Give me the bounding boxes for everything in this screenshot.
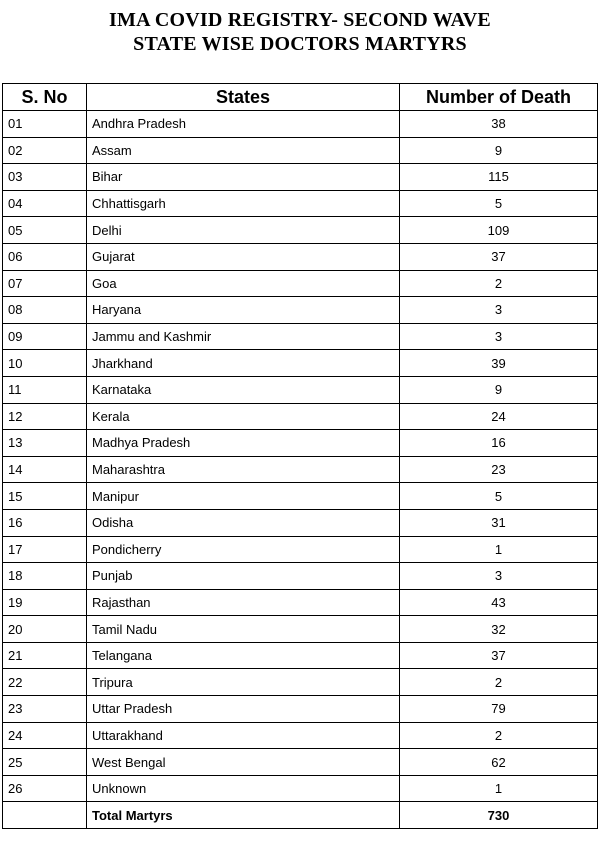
cell-state: Manipur <box>87 483 400 510</box>
table-body <box>3 111 598 829</box>
cell-sno: 03 <box>3 164 87 191</box>
cell-state: Jammu and Kashmir <box>87 323 400 350</box>
table-row <box>3 430 598 457</box>
cell-sno: 07 <box>3 270 87 297</box>
cell-sno: 17 <box>3 536 87 563</box>
cell-deaths: 3 <box>400 297 598 324</box>
cell-sno: 13 <box>3 430 87 457</box>
cell-state: West Bengal <box>87 749 400 776</box>
cell-state: Odisha <box>87 509 400 536</box>
table-row <box>3 563 598 590</box>
cell-state: Maharashtra <box>87 456 400 483</box>
cell-sno: 02 <box>3 137 87 164</box>
table-row <box>3 509 598 536</box>
cell-state: Punjab <box>87 563 400 590</box>
cell-state: Tripura <box>87 669 400 696</box>
table-row <box>3 696 598 723</box>
cell-deaths: 9 <box>400 376 598 403</box>
cell-deaths: 37 <box>400 243 598 270</box>
total-value: 730 <box>400 802 598 829</box>
table-row <box>3 190 598 217</box>
column-header-states: States <box>87 84 400 111</box>
cell-deaths: 2 <box>400 722 598 749</box>
table-row <box>3 217 598 244</box>
table-row <box>3 589 598 616</box>
table-row <box>3 483 598 510</box>
table-row <box>3 297 598 324</box>
cell-state: Uttarakhand <box>87 722 400 749</box>
cell-state: Tamil Nadu <box>87 616 400 643</box>
cell-deaths: 2 <box>400 270 598 297</box>
cell-sno: 23 <box>3 696 87 723</box>
cell-deaths: 9 <box>400 137 598 164</box>
table-row <box>3 536 598 563</box>
cell-state: Assam <box>87 137 400 164</box>
cell-sno: 05 <box>3 217 87 244</box>
table-row <box>3 350 598 377</box>
cell-sno: 11 <box>3 376 87 403</box>
cell-state: Jharkhand <box>87 350 400 377</box>
cell-state: Madhya Pradesh <box>87 430 400 457</box>
cell-deaths: 3 <box>400 563 598 590</box>
cell-deaths: 5 <box>400 190 598 217</box>
cell-sno: 06 <box>3 243 87 270</box>
table-row <box>3 642 598 669</box>
title-line-1: IMA COVID REGISTRY- SECOND WAVE <box>109 9 491 31</box>
cell-state: Haryana <box>87 297 400 324</box>
cell-deaths: 1 <box>400 536 598 563</box>
cell-sno: 25 <box>3 749 87 776</box>
cell-state: Unknown <box>87 775 400 802</box>
cell-deaths: 37 <box>400 642 598 669</box>
cell-sno: 21 <box>3 642 87 669</box>
cell-deaths: 31 <box>400 509 598 536</box>
cell-sno: 15 <box>3 483 87 510</box>
table-row <box>3 722 598 749</box>
cell-sno: 10 <box>3 350 87 377</box>
title-line-2: STATE WISE DOCTORS MARTYRS <box>133 33 467 55</box>
cell-state: Goa <box>87 270 400 297</box>
cell-state: Delhi <box>87 217 400 244</box>
state-wise-martyrs-table <box>2 83 598 829</box>
cell-sno: 04 <box>3 190 87 217</box>
table-row <box>3 243 598 270</box>
cell-deaths: 16 <box>400 430 598 457</box>
cell-sno: 22 <box>3 669 87 696</box>
cell-sno: 01 <box>3 111 87 138</box>
cell-deaths: 62 <box>400 749 598 776</box>
cell-state: Gujarat <box>87 243 400 270</box>
table-row <box>3 376 598 403</box>
table-row <box>3 749 598 776</box>
cell-state: Chhattisgarh <box>87 190 400 217</box>
table-row <box>3 616 598 643</box>
cell-deaths: 1 <box>400 775 598 802</box>
table-row <box>3 137 598 164</box>
cell-state: Kerala <box>87 403 400 430</box>
cell-state: Telangana <box>87 642 400 669</box>
cell-sno: 09 <box>3 323 87 350</box>
total-row <box>3 802 598 829</box>
cell-deaths: 24 <box>400 403 598 430</box>
cell-sno: 12 <box>3 403 87 430</box>
cell-deaths: 39 <box>400 350 598 377</box>
cell-deaths: 115 <box>400 164 598 191</box>
table-row <box>3 164 598 191</box>
cell-deaths: 43 <box>400 589 598 616</box>
cell-state: Pondicherry <box>87 536 400 563</box>
cell-sno: 16 <box>3 509 87 536</box>
table-row <box>3 456 598 483</box>
cell-sno: 19 <box>3 589 87 616</box>
table-row <box>3 323 598 350</box>
cell-deaths: 109 <box>400 217 598 244</box>
cell-deaths: 3 <box>400 323 598 350</box>
cell-sno: 20 <box>3 616 87 643</box>
cell-state: Karnataka <box>87 376 400 403</box>
cell-sno: 18 <box>3 563 87 590</box>
table-row <box>3 403 598 430</box>
cell-deaths: 32 <box>400 616 598 643</box>
cell-deaths: 38 <box>400 111 598 138</box>
cell-sno: 24 <box>3 722 87 749</box>
document-title <box>0 8 600 56</box>
table-row <box>3 669 598 696</box>
cell-sno-empty <box>3 802 87 829</box>
cell-deaths: 79 <box>400 696 598 723</box>
cell-deaths: 5 <box>400 483 598 510</box>
table-row <box>3 270 598 297</box>
cell-sno: 14 <box>3 456 87 483</box>
table-row <box>3 775 598 802</box>
table-row <box>3 111 598 138</box>
total-label: Total Martyrs <box>87 802 400 829</box>
column-header-sno: S. No <box>3 84 87 111</box>
cell-sno: 26 <box>3 775 87 802</box>
cell-deaths: 23 <box>400 456 598 483</box>
cell-sno: 08 <box>3 297 87 324</box>
cell-state: Andhra Pradesh <box>87 111 400 138</box>
cell-state: Uttar Pradesh <box>87 696 400 723</box>
column-header-deaths: Number of Death <box>400 84 598 111</box>
cell-state: Rajasthan <box>87 589 400 616</box>
cell-deaths: 2 <box>400 669 598 696</box>
cell-state: Bihar <box>87 164 400 191</box>
table-header-row <box>3 84 598 111</box>
